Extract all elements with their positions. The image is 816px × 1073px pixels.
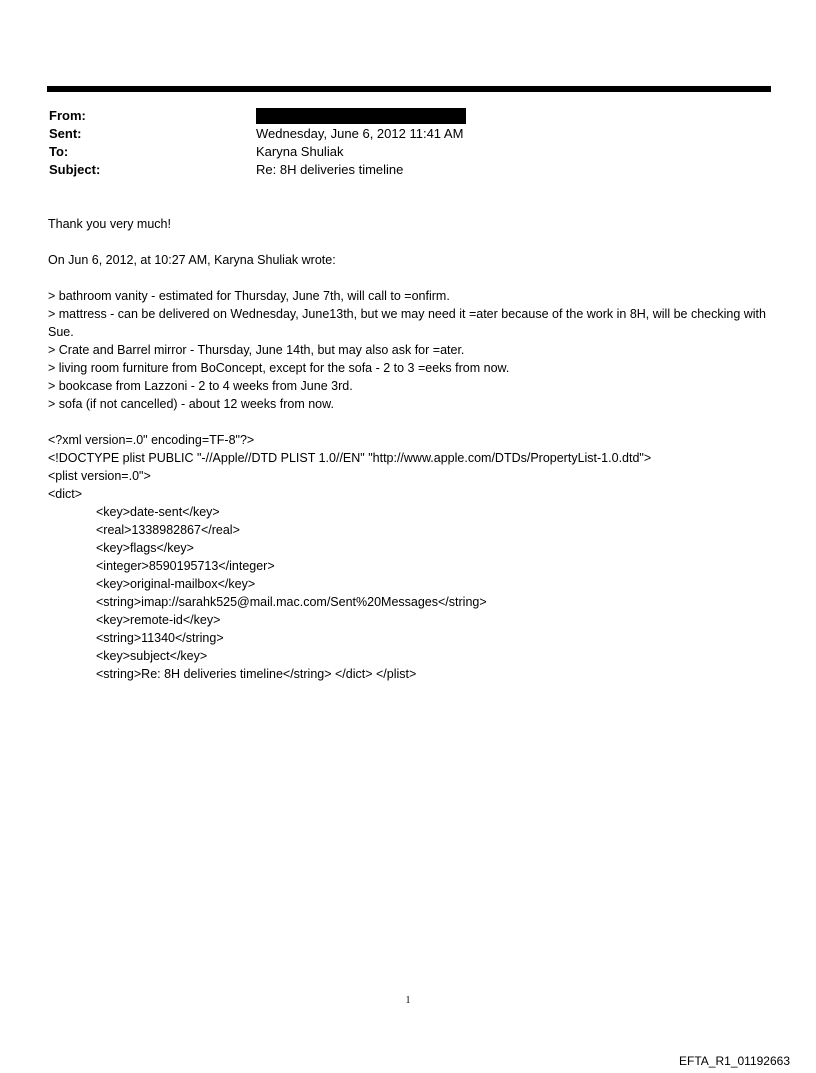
sent-value: Wednesday, June 6, 2012 11:41 AM: [256, 126, 464, 141]
xml-line: <string>Re: 8H deliveries timeline</string> </dict> </plist>: [96, 667, 417, 681]
subject-label: Subject:: [49, 162, 101, 177]
document-id: EFTA_R1_01192663: [679, 1054, 790, 1068]
subject-value: Re: 8H deliveries timeline: [256, 162, 404, 177]
quoted-line: > Crate and Barrel mirror - Thursday, June 14th, but may also ask for =ater.: [48, 343, 465, 357]
xml-line: <key>date-sent</key>: [96, 505, 220, 519]
email-header: [49, 107, 749, 179]
xml-line: <dict>: [48, 487, 83, 501]
xml-line: <key>original-mailbox</key>: [96, 577, 256, 591]
quote-intro: On Jun 6, 2012, at 10:27 AM, Karyna Shuliak wrote:: [48, 253, 336, 267]
to-row: [49, 143, 749, 161]
page-number: 1: [405, 995, 411, 1006]
email-greeting: Thank you very much!: [48, 217, 171, 231]
quoted-line: > bookcase from Lazzoni - 2 to 4 weeks from June 3rd.: [48, 379, 353, 393]
xml-line: <?xml version=.0" encoding=TF-8"?>: [48, 433, 255, 447]
xml-line: <key>remote-id</key>: [96, 613, 221, 627]
xml-line: <integer>8590195713</integer>: [96, 559, 275, 573]
xml-line: <string>imap://sarahk525@mail.mac.com/Sent%20Messages</string>: [96, 595, 487, 609]
xml-line: <!DOCTYPE plist PUBLIC "-//Apple//DTD PLIST 1.0//EN" "http://www.apple.com/DTDs/PropertyList-1.0.dtd">: [48, 451, 652, 465]
header-divider-rule: [47, 86, 771, 92]
xml-line: <plist version=.0">: [48, 469, 151, 483]
xml-line: <key>flags</key>: [96, 541, 194, 555]
xml-line: <string>11340</string>: [96, 631, 224, 645]
sent-label: Sent:: [49, 126, 82, 141]
quoted-message: [48, 287, 768, 413]
to-value: Karyna Shuliak: [256, 144, 344, 159]
from-value-redacted: [256, 107, 466, 125]
from-row: [49, 107, 749, 125]
subject-row: [49, 161, 749, 179]
xml-line: <key>subject</key>: [96, 649, 208, 663]
sent-row: [49, 125, 749, 143]
xml-line: <real>1338982867</real>: [96, 523, 240, 537]
xml-plist-block: [48, 431, 651, 683]
to-label: To:: [49, 144, 69, 159]
from-label: From:: [49, 108, 86, 123]
quoted-line: > mattress - can be delivered on Wednesday, June13th, but we may need it =ater because of the work in 8H, will be checking with Sue.: [48, 307, 766, 339]
quoted-line: > living room furniture from BoConcept, except for the sofa - 2 to 3 =eeks from now.: [48, 361, 510, 375]
quoted-line: > bathroom vanity - estimated for Thursday, June 7th, will call to =onfirm.: [48, 289, 450, 303]
redaction-bar: [256, 108, 466, 124]
quoted-line: > sofa (if not cancelled) - about 12 weeks from now.: [48, 397, 334, 411]
